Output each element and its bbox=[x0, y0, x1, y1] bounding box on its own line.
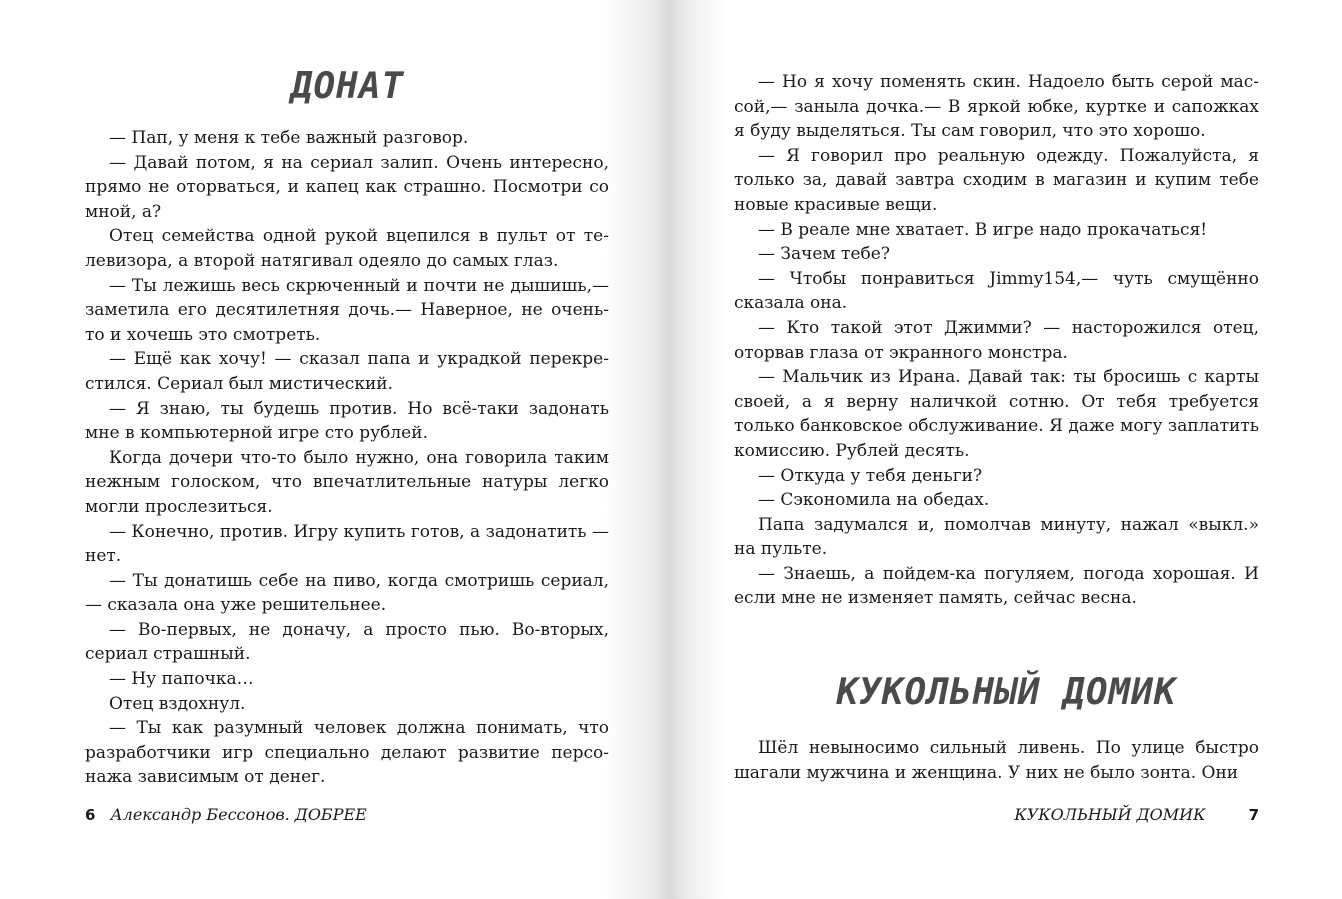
paragraph: — Ну папочка… bbox=[109, 669, 254, 690]
paragraph: — Мальчик из Ирана. Давай так: ты бросишь с карты своей, а я верну наличкой сотню. От тебя требуется только банковское обслуживание. Я даже могу заплатить комиссию. Рублей десять. bbox=[734, 367, 1259, 461]
paragraph: — Чтобы понравиться Jimmy154,— чуть смущённо сказала она. bbox=[734, 268, 1259, 314]
paragraph: — Зачем тебе? bbox=[758, 244, 890, 265]
left-page-text bbox=[85, 126, 609, 790]
paragraph: — Ты донатишь себе на пиво, когда смотришь сериал,— сказала она уже решительнее. bbox=[85, 570, 609, 616]
page-number: 6 bbox=[85, 806, 96, 824]
chapter-opening-text bbox=[734, 736, 1259, 785]
chapter-title: ДОНАТ bbox=[290, 66, 405, 107]
paragraph: — Знаешь, а пойдем-ка погуляем, погода хорошая. И если мне не изменяет память, сейчас весна. bbox=[734, 563, 1259, 609]
right-page-text bbox=[734, 70, 1259, 611]
running-head: КУКОЛЬНЫЙ ДОМИК bbox=[1014, 805, 1206, 824]
paragraph: — Ты лежишь весь скрюченный и почти не дышишь,— заметила его десятилетняя дочь.— Наверное, не очень-то и хочешь это смотреть. bbox=[85, 275, 609, 345]
paragraph: — Ещё как хочу! — сказал папа и украдкой перекрестился. Сериал был мистический. bbox=[85, 349, 609, 394]
paragraph: Когда дочери что-то было нужно, она говорила таким нежным голоском, что впечатлительные натуры легко могли прослезиться. bbox=[85, 447, 609, 517]
paragraph: — В реале мне хватает. В игре надо прокачаться! bbox=[758, 219, 1208, 240]
paragraph: Отец семейства одной рукой вцепился в пульт от телевизора, а второй натягивал одеяло до самых глаз. bbox=[85, 226, 609, 271]
paragraph: — Я говорил про реальную одежду. Пожалуйста, я только за, давай завтра сходим в магазин и купим тебе новые красивые вещи. bbox=[734, 145, 1259, 215]
right-page bbox=[671, 0, 1342, 899]
paragraph: — Сэкономила на обедах. bbox=[758, 490, 990, 511]
paragraph: — Ты как разумный человек должна понимать, что разработчики игр специально делают развитие персонажа зависимым от денег. bbox=[85, 718, 609, 788]
chapter-title: КУКОЛЬНЫЙ ДОМИК bbox=[836, 672, 1177, 713]
paragraph: — Давай потом, я на сериал залип. Очень интересно, прямо не оторваться, и капец как страшно. Посмотри со мной, а? bbox=[85, 152, 609, 222]
paragraph: — Кто такой этот Джимми? — насторожился отец, оторвав глаза от экранного монстра. bbox=[734, 317, 1259, 363]
paragraph: — Но я хочу поменять скин. Надоело быть серой массой,— заныла дочка.— В яркой юбке, куртке и сапожках я буду выделяться. Ты сам говорил, что это хорошо. bbox=[734, 72, 1259, 142]
paragraph: — Конечно, против. Игру купить готов, а задонатить — нет. bbox=[85, 521, 609, 567]
page-footer bbox=[85, 804, 367, 826]
paragraph: — Пап, у меня к тебе важный разговор. bbox=[109, 128, 469, 148]
page-number: 7 bbox=[1248, 806, 1259, 824]
page-footer bbox=[1014, 804, 1259, 826]
paragraph: Папа задумался и, помолчав минуту, нажал «выкл.» на пульте. bbox=[734, 514, 1259, 560]
paragraph: — Откуда у тебя деньги? bbox=[758, 465, 983, 486]
paragraph: — Я знаю, ты будешь против. Но всё-таки задонать мне в компьютерной игре сто рублей. bbox=[85, 398, 609, 444]
paragraph: — Во-первых, не доначу, а просто пью. Во-вторых, сериал страшный. bbox=[85, 619, 609, 665]
paragraph: Отец вздохнул. bbox=[109, 693, 246, 714]
running-head: Александр Бессонов. ДОБРЕЕ bbox=[110, 805, 367, 824]
paragraph: Шёл невыносимо сильный ливень. По улице быстро шагали мужчина и женщина. У них не было зонта. Они bbox=[734, 738, 1259, 783]
